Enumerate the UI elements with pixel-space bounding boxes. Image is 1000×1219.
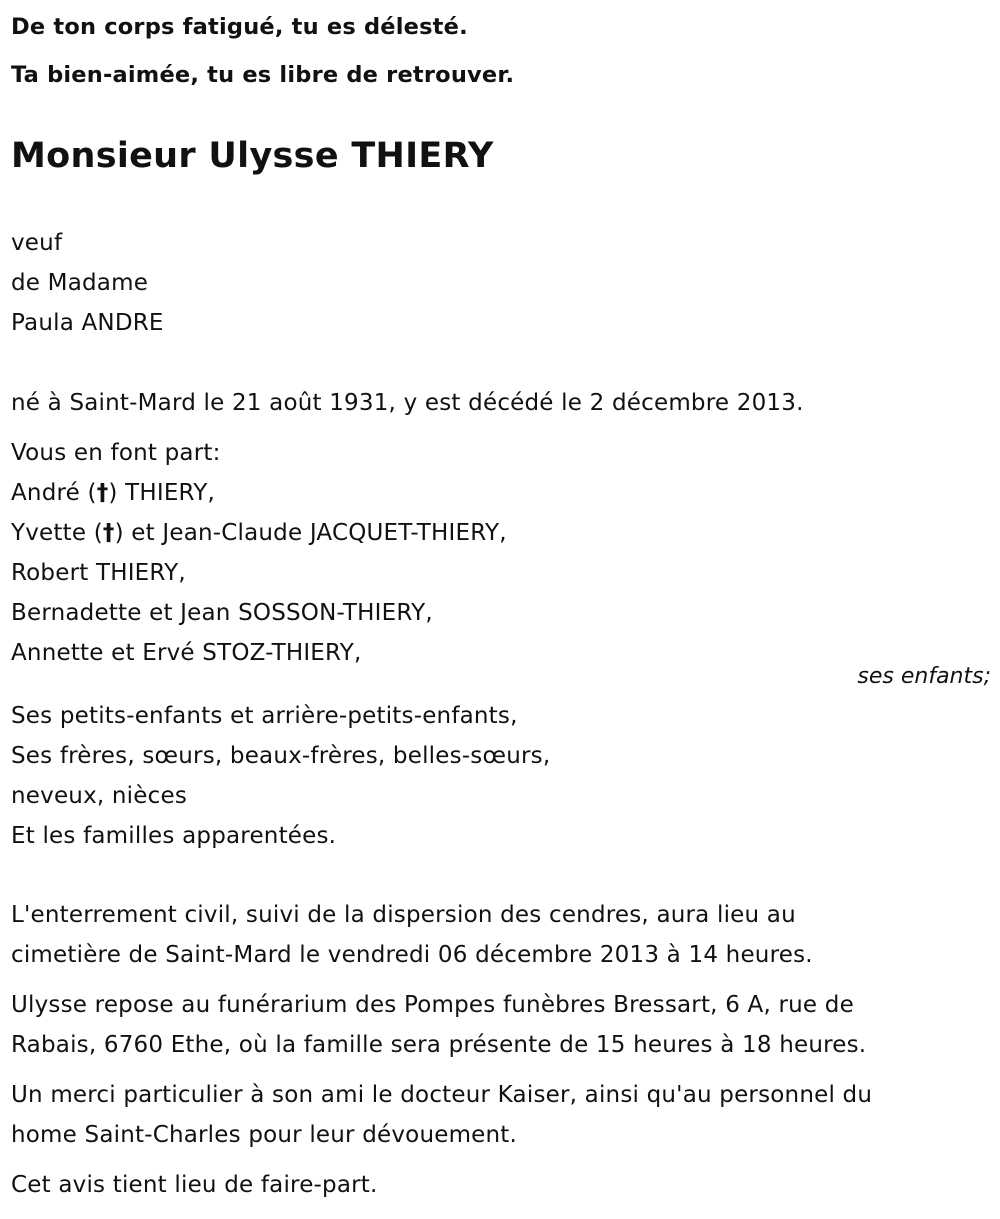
relatives-line-1: Ses petits-enfants et arrière-petits-enfants, xyxy=(11,703,518,729)
child-2-name-part: Yvette ( xyxy=(11,520,103,546)
deceased-name: Monsieur Ulysse THIERY xyxy=(11,136,494,176)
relatives-line-2: Ses frères, sœurs, beaux-frères, belles-sœurs, xyxy=(11,743,551,769)
children-label: ses enfants; xyxy=(857,664,991,689)
family-child-5: Annette et Ervé STOZ-THIERY, xyxy=(11,640,362,666)
cross-icon: † xyxy=(102,520,115,546)
relatives-line-3: neveux, nièces xyxy=(11,783,187,809)
child-2-surname-part: ) et Jean-Claude JACQUET-THIERY, xyxy=(114,520,507,546)
family-child-1 xyxy=(11,478,215,508)
family-child-3: Robert THIERY, xyxy=(11,560,186,586)
funeral-line-2: cimetière de Saint-Mard le vendredi 06 décembre 2013 à 14 heures. xyxy=(11,942,813,968)
child-1-name-part: André ( xyxy=(11,480,97,506)
repose-line-1: Ulysse repose au funérarium des Pompes funèbres Bressart, 6 A, rue de xyxy=(11,992,854,1018)
family-intro: Vous en font part: xyxy=(11,440,221,466)
funeral-line-1: L'enterrement civil, suivi de la dispersion des cendres, aura lieu au xyxy=(11,902,796,928)
family-child-2 xyxy=(11,518,507,548)
thanks-line-1: Un merci particulier à son ami le docteur Kaiser, ainsi qu'au personnel du xyxy=(11,1082,873,1108)
spouse-name: Paula ANDRE xyxy=(11,310,164,336)
epigraph-line-1: De ton corps fatigué, tu es délesté. xyxy=(11,14,468,40)
closing-line: Cet avis tient lieu de faire-part. xyxy=(11,1172,378,1198)
epigraph-line-2: Ta bien-aimée, tu es libre de retrouver. xyxy=(11,62,515,88)
cross-icon: † xyxy=(96,480,109,506)
marital-status-line-1: veuf xyxy=(11,230,63,256)
repose-line-2: Rabais, 6760 Ethe, où la famille sera présente de 15 heures à 18 heures. xyxy=(11,1032,867,1058)
thanks-line-2: home Saint-Charles pour leur dévouement. xyxy=(11,1122,518,1148)
marital-status-line-2: de Madame xyxy=(11,270,149,296)
child-1-surname-part: ) THIERY, xyxy=(108,480,216,506)
birth-death-line: né à Saint-Mard le 21 août 1931, y est décédé le 2 décembre 2013. xyxy=(11,390,804,416)
relatives-line-4: Et les familles apparentées. xyxy=(11,823,337,849)
family-child-4: Bernadette et Jean SOSSON-THIERY, xyxy=(11,600,433,626)
